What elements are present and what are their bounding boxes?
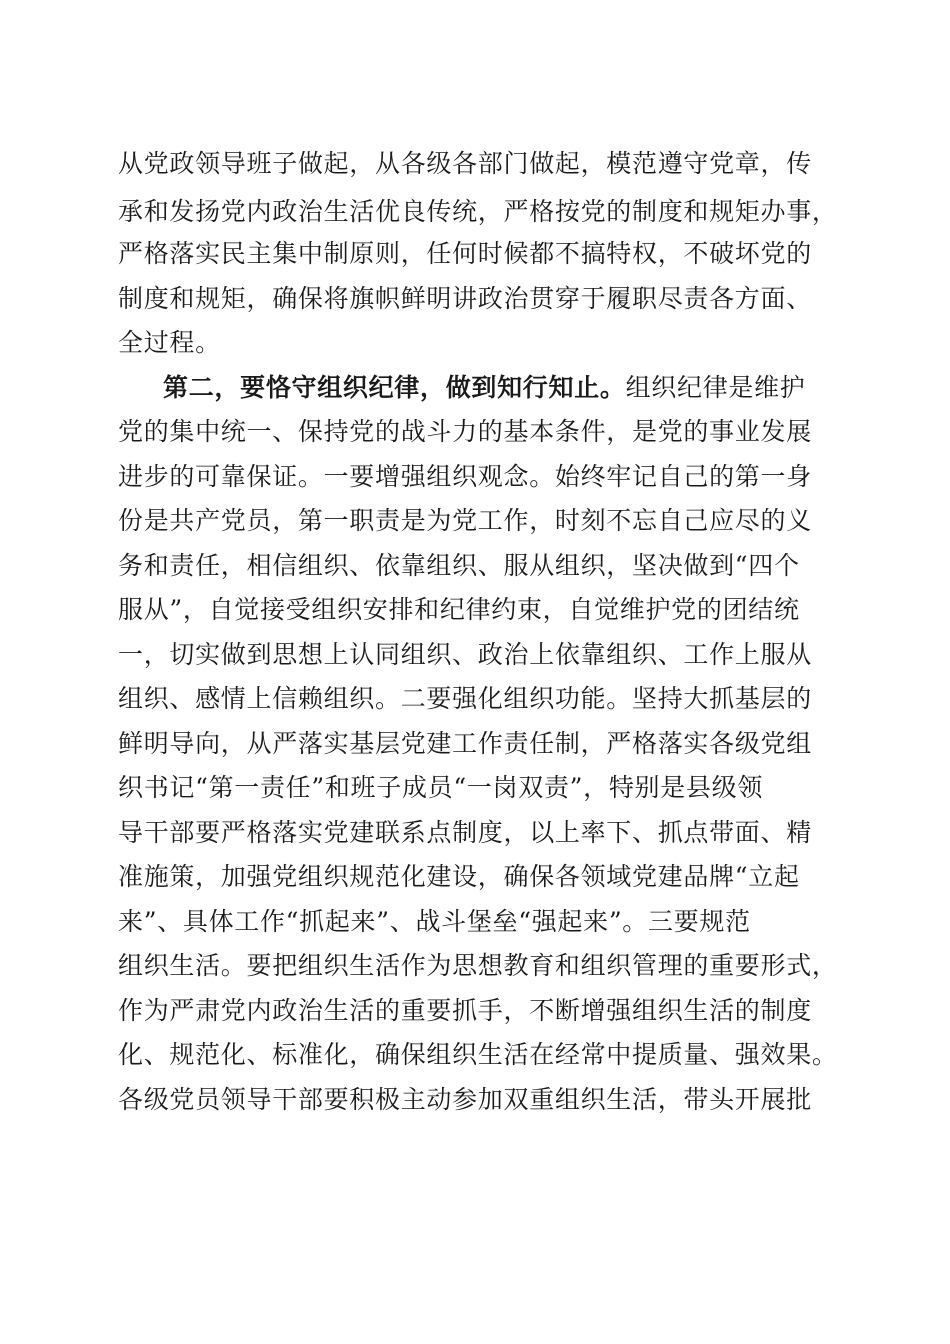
text-line: 进步的可靠保证。一要增强组织观念。始终牢记自己的第一身: [118, 462, 812, 491]
text-line: 鲜明导向，从严落实基层党建工作责任制，严格落实各级党组: [118, 729, 812, 758]
text-line: 承和发扬党内政治生活优良传统，严格按党的制度和规矩办事，: [118, 197, 838, 226]
text-line: 组织生活。要把组织生活作为思想教育和组织管理的重要形式，: [118, 951, 838, 980]
text-line: 制度和规矩，确保将旗帜鲜明讲政治贯穿于履职尽责各方面、: [118, 284, 812, 313]
text-line: 各级党员领导干部要积极主动参加双重组织生活，带头开展批: [118, 1085, 812, 1114]
text-line: 党的集中统一、保持党的战斗力的基本条件，是党的事业发展: [118, 417, 812, 446]
text-line: 作为严肃党内政治生活的重要抓手，不断增强组织生活的制度: [118, 996, 812, 1025]
text-line: 全过程。: [118, 328, 221, 357]
text-line: 份是共产党员，第一职责是为党工作，时刻不忘自己应尽的义: [118, 506, 812, 535]
text-line: 来”、具体工作“抓起来”、战斗堡垒“强起来”。三要规范: [118, 907, 751, 936]
text-line: 导干部要严格落实党建联系点制度，以上率下、抓点带面、精: [118, 818, 812, 847]
text-line: 严格落实民主集中制原则，任何时候都不搞特权，不破坏党的: [118, 239, 812, 268]
text-line: 准施策，加强党组织规范化建设，确保各领域党建品牌“立起: [118, 862, 800, 891]
text-line: 从党政领导班子做起，从各级各部门做起，模范遵守党章，传: [118, 149, 812, 178]
text-line: 化、规范化、标准化，确保组织生活在经常中提质量、强效果。: [118, 1040, 838, 1069]
section-heading: 第二，要恪守组织纪律，做到知行知止。: [163, 373, 626, 402]
text-run: 组织纪律是维护: [625, 373, 806, 402]
paragraph-2-first-line: [163, 373, 806, 403]
text-line: 组织、感情上信赖组织。二要强化组织功能。坚持大抓基层的: [118, 684, 812, 713]
text-line: 织书记“第一责任”和班子成员“一岗双责”，特别是县级领: [118, 773, 764, 802]
text-line: 一，切实做到思想上认同组织、政治上依靠组织、工作上服从: [118, 640, 812, 669]
text-line: 务和责任，相信组织、依靠组织、服从组织，坚决做到“四个: [118, 551, 800, 580]
text-line: 服从”，自觉接受组织安排和纪律约束，自觉维护党的团结统: [118, 595, 800, 624]
